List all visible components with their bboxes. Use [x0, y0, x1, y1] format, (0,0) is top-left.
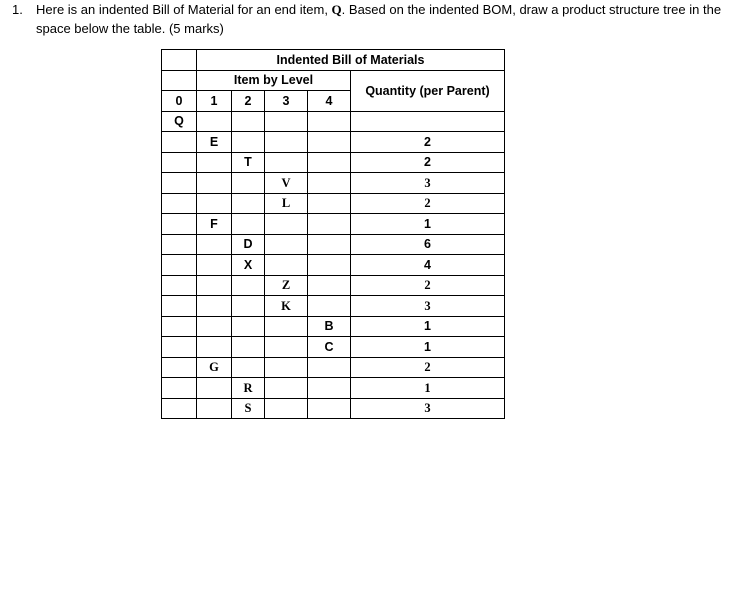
- bom-item-level-3: Z: [265, 275, 308, 296]
- bom-item-level-1: F: [197, 214, 232, 235]
- bom-item-level-2: T: [232, 152, 265, 173]
- quantity-cell: 1: [351, 214, 505, 235]
- empty-level-cell: [162, 193, 197, 214]
- empty-level-cell: [162, 132, 197, 153]
- bom-item-level-2: X: [232, 255, 265, 276]
- empty-level-cell: [308, 378, 351, 399]
- quantity-cell: 1: [351, 337, 505, 358]
- bom-item-level-2: R: [232, 378, 265, 399]
- table-row: [162, 296, 505, 317]
- quantity-cell: 1: [351, 316, 505, 337]
- table-row: [162, 193, 505, 214]
- empty-level-cell: [265, 255, 308, 276]
- table-row: [162, 378, 505, 399]
- header-row: [162, 70, 505, 91]
- bom-item-level-4: C: [308, 337, 351, 358]
- level-header-0: 0: [162, 91, 197, 112]
- table-row: [162, 234, 505, 255]
- empty-level-cell: [197, 296, 232, 317]
- empty-level-cell: [232, 275, 265, 296]
- empty-level-cell: [197, 193, 232, 214]
- empty-level-cell: [265, 337, 308, 358]
- bom-item-level-0: Q: [162, 111, 197, 132]
- quantity-cell: 2: [351, 193, 505, 214]
- empty-level-cell: [197, 255, 232, 276]
- empty-level-cell: [232, 173, 265, 194]
- level-header-1: 1: [197, 91, 232, 112]
- table-row: [162, 275, 505, 296]
- bom-rows: [162, 111, 505, 419]
- empty-level-cell: [162, 173, 197, 194]
- quantity-cell: 1: [351, 378, 505, 399]
- empty-level-cell: [162, 234, 197, 255]
- empty-level-cell: [265, 214, 308, 235]
- level-header-4: 4: [308, 91, 351, 112]
- empty-level-cell: [308, 234, 351, 255]
- bom-item-level-2: D: [232, 234, 265, 255]
- quantity-cell: 2: [351, 357, 505, 378]
- question-text-after: . Based on the indented BOM, draw a product structure tree in the space below the table. (5 marks): [36, 2, 722, 36]
- empty-level-cell: [308, 296, 351, 317]
- level-header-3: 3: [265, 91, 308, 112]
- empty-level-cell: [162, 214, 197, 235]
- empty-level-cell: [265, 111, 308, 132]
- empty-level-cell: [162, 275, 197, 296]
- level-header-2: 2: [232, 91, 265, 112]
- quantity-cell: 2: [351, 275, 505, 296]
- quantity-cell: 6: [351, 234, 505, 255]
- empty-level-cell: [197, 398, 232, 419]
- empty-level-cell: [162, 378, 197, 399]
- indented-bom-table: [161, 49, 505, 419]
- question-number: 1.: [12, 2, 23, 17]
- table-title: Indented Bill of Materials: [197, 50, 505, 71]
- question: [12, 0, 732, 38]
- empty-level-cell: [162, 398, 197, 419]
- bom-item-level-3: L: [265, 193, 308, 214]
- empty-level-cell: [162, 357, 197, 378]
- quantity-cell: [351, 111, 505, 132]
- bom-item-level-3: K: [265, 296, 308, 317]
- empty-level-cell: [232, 132, 265, 153]
- empty-level-cell: [162, 152, 197, 173]
- quantity-cell: 3: [351, 296, 505, 317]
- bom-item-level-4: B: [308, 316, 351, 337]
- quantity-cell: 4: [351, 255, 505, 276]
- bom-item-level-1: E: [197, 132, 232, 153]
- empty-level-cell: [197, 275, 232, 296]
- quantity-header: Quantity (per Parent): [351, 70, 505, 111]
- quantity-cell: 3: [351, 173, 505, 194]
- empty-level-cell: [197, 234, 232, 255]
- title-spacer-cell: [162, 50, 197, 71]
- empty-level-cell: [232, 357, 265, 378]
- empty-level-cell: [265, 152, 308, 173]
- empty-level-cell: [232, 193, 265, 214]
- empty-level-cell: [162, 296, 197, 317]
- bom-item-level-1: G: [197, 357, 232, 378]
- empty-level-cell: [308, 152, 351, 173]
- empty-level-cell: [197, 378, 232, 399]
- empty-level-cell: [197, 111, 232, 132]
- table-row: [162, 132, 505, 153]
- empty-level-cell: [265, 132, 308, 153]
- table-row: [162, 214, 505, 235]
- question-text: [36, 0, 732, 38]
- empty-level-cell: [197, 152, 232, 173]
- empty-level-cell: [232, 214, 265, 235]
- empty-level-cell: [265, 378, 308, 399]
- empty-level-cell: [197, 316, 232, 337]
- table-row: [162, 357, 505, 378]
- table-row: [162, 152, 505, 173]
- empty-level-cell: [232, 337, 265, 358]
- table-row: [162, 316, 505, 337]
- empty-level-cell: [162, 316, 197, 337]
- end-item-name: Q: [331, 2, 342, 17]
- table-row: [162, 398, 505, 419]
- item-by-level-header: Item by Level: [197, 70, 351, 91]
- empty-level-cell: [197, 173, 232, 194]
- empty-level-cell: [308, 132, 351, 153]
- empty-level-cell: [265, 234, 308, 255]
- empty-level-cell: [308, 357, 351, 378]
- empty-level-cell: [265, 316, 308, 337]
- empty-level-cell: [162, 337, 197, 358]
- table-title-row: [162, 50, 505, 71]
- table-row: [162, 255, 505, 276]
- empty-level-cell: [162, 255, 197, 276]
- empty-level-cell: [265, 398, 308, 419]
- quantity-cell: 2: [351, 152, 505, 173]
- bom-item-level-3: V: [265, 173, 308, 194]
- empty-level-cell: [232, 296, 265, 317]
- empty-level-cell: [308, 193, 351, 214]
- empty-level-cell: [197, 337, 232, 358]
- quantity-cell: 2: [351, 132, 505, 153]
- table-row: [162, 337, 505, 358]
- empty-level-cell: [232, 316, 265, 337]
- quantity-cell: 3: [351, 398, 505, 419]
- question-text-before: Here is an indented Bill of Material for an end item,: [36, 2, 332, 17]
- empty-level-cell: [308, 214, 351, 235]
- bom-item-level-2: S: [232, 398, 265, 419]
- empty-level-cell: [308, 173, 351, 194]
- empty-level-cell: [232, 111, 265, 132]
- empty-level-cell: [308, 111, 351, 132]
- empty-level-cell: [308, 255, 351, 276]
- header-spacer-cell: [162, 70, 197, 91]
- empty-level-cell: [265, 357, 308, 378]
- empty-level-cell: [308, 398, 351, 419]
- table-row: [162, 111, 505, 132]
- empty-level-cell: [308, 275, 351, 296]
- table-row: [162, 173, 505, 194]
